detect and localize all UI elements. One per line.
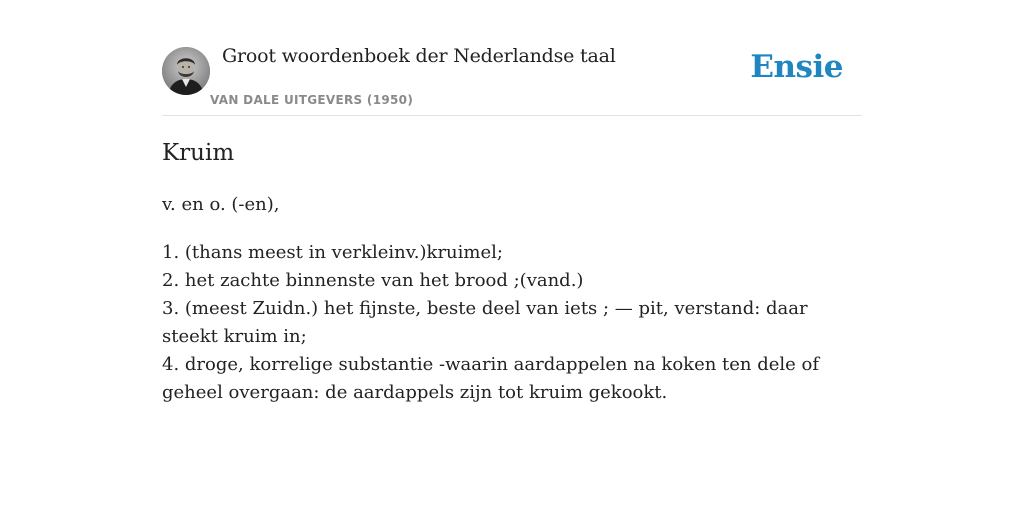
definition-item: 3. (meest Zuidn.) het fijnste, beste deel van iets ; — pit, verstand: daar steekt kruim in; xyxy=(162,298,808,347)
source-header xyxy=(162,40,862,116)
entry-title: Kruim xyxy=(162,140,235,166)
ensie-logo-link[interactable]: Ensie xyxy=(750,49,843,85)
definition-item: 1. (thans meest in verkleinv.)kruimel; xyxy=(162,242,503,263)
definition-item: 4. droge, korrelige substantie -waarin aardappelen na koken ten dele of geheel overgaan: de aardappels zijn tot kruim gekookt. xyxy=(162,354,820,403)
author-avatar xyxy=(162,47,210,95)
author-portrait-icon xyxy=(162,47,210,95)
definition-item: 2. het zachte binnenste van het brood ;(vand.) xyxy=(162,270,584,291)
definition-list xyxy=(162,239,862,407)
grammar-info: v. en o. (-en), xyxy=(162,194,280,215)
publisher-label: VAN DALE UITGEVERS (1950) xyxy=(210,93,414,107)
book-title[interactable]: Groot woordenboek der Nederlandse taal xyxy=(222,45,616,67)
